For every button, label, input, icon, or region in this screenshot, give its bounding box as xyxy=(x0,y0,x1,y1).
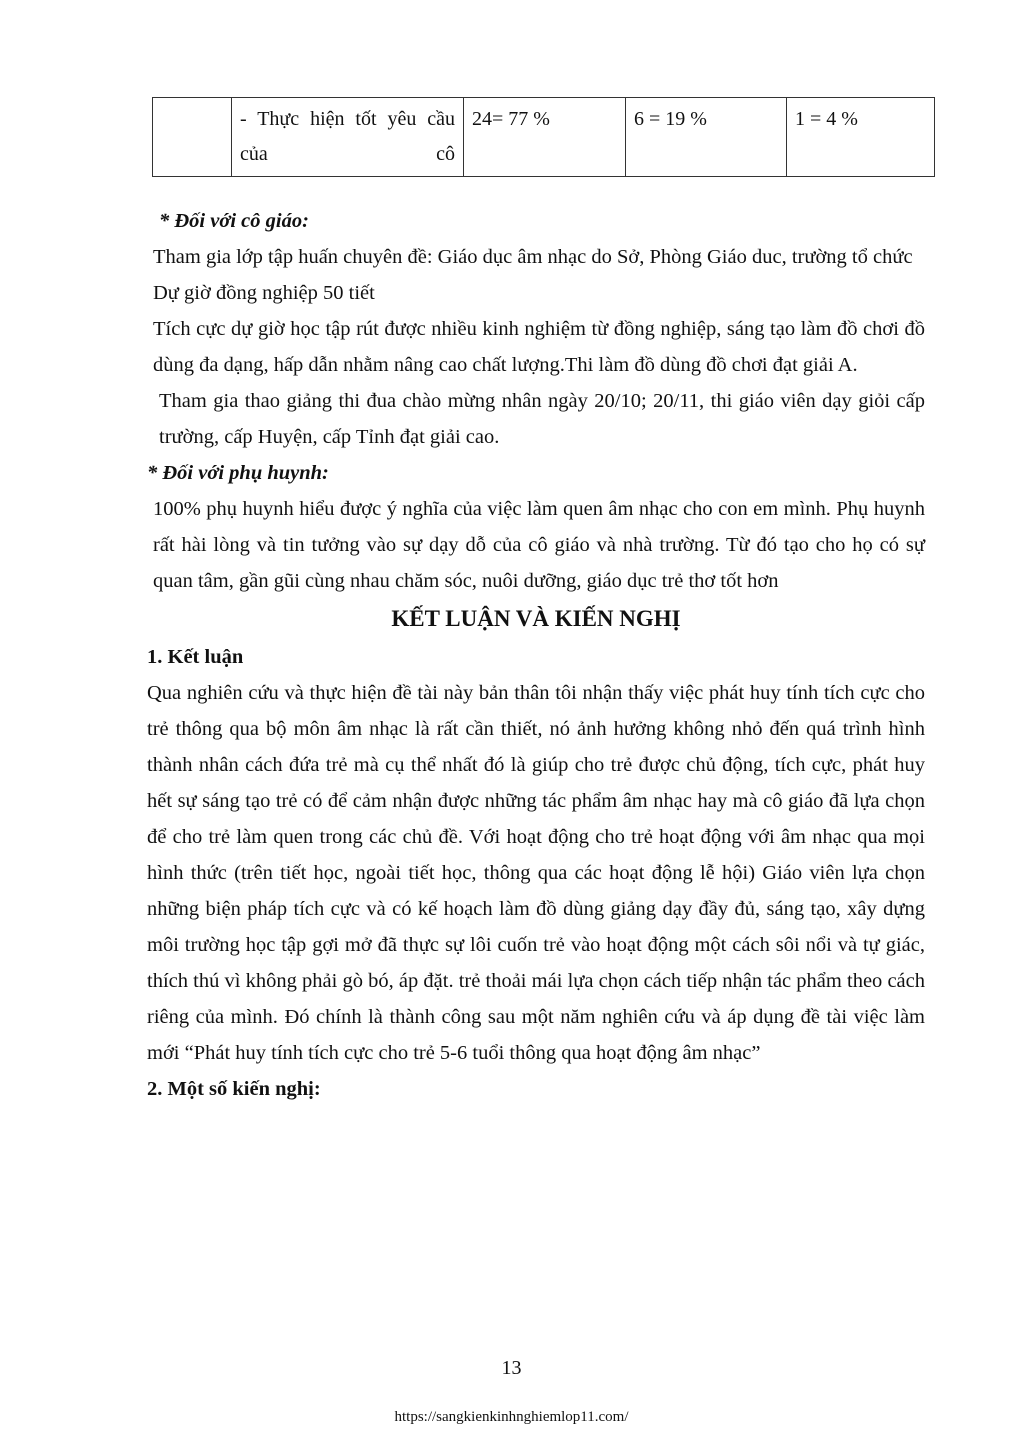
footer-url: https://sangkienkinhnghiemlop11.com/ xyxy=(394,1409,629,1425)
recommendations-heading: 2. Một số kiến nghị: xyxy=(147,1078,321,1100)
body-text xyxy=(147,203,925,1107)
table-cell-criterion: - Thực hiện tốt yêu cầu của cô xyxy=(232,98,464,177)
parents-heading: * Đối với phụ huynh: xyxy=(147,462,329,484)
teacher-paragraph-4: Tham gia thao giảng thi đua chào mừng nhân ngày 20/10; 20/11, thi giáo viên dạy giỏi cấp trường, cấp Huyện, cấp Tỉnh đạt giải cao. xyxy=(159,390,925,448)
table-cell-empty xyxy=(153,98,232,177)
table-row xyxy=(153,98,935,177)
conclusion-paragraph: Qua nghiên cứu và thực hiện đề tài này bản thân tôi nhận thấy việc phát huy tính tích cực cho trẻ thông qua bộ môn âm nhạc là rất cần thiết, nó ảnh hưởng không nhỏ đến quá trình hình thành nhân cách đứa trẻ mà cụ thể nhất đó là giúp cho trẻ được chủ động, tích cực, phát huy hết sự sáng tạo trẻ có để cảm nhận được những tác phẩm âm nhạc hay mà cô giáo đã lựa chọn để cho trẻ làm quen trong các chủ đề. Với hoạt động cho trẻ hoạt động với âm nhạc qua mọi hình thức (trên tiết học, ngoài tiết học, thông qua các hoạt động lễ hội) Giáo viên lựa chọn những biện pháp tích cực và có kế hoạch làm đồ dùng giảng dạy đầy đủ, sáng tạo, xây dựng môi trường học tập gợi mở đã thực sự lôi cuốn trẻ vào hoạt động một cách sôi nổi và tự giác, thích thú vì không phải gò bó, áp đặt. trẻ thoải mái lựa chọn cách tiếp nhận tác phẩm theo cách riêng của mình. Đó chính là thành công sau một năm nghiên cứu và áp dụng đề tài việc làm mới “Phát huy tính tích cực cho trẻ 5-6 tuổi thông qua hoạt động âm nhạc” xyxy=(147,682,925,1064)
conclusion-heading: 1. Kết luận xyxy=(147,646,244,668)
results-table xyxy=(152,97,935,177)
teacher-paragraph-2: Dự giờ đồng nghiệp 50 tiết xyxy=(153,282,375,304)
teacher-paragraph-3: Tích cực dự giờ học tập rút được nhiều kinh nghiệm từ đồng nghiệp, sáng tạo làm đồ chơi đồ dùng đa dạng, hấp dẫn nhằm nâng cao chất lượng.Thi làm đồ dùng đồ chơi đạt giải A. xyxy=(153,318,925,376)
parents-paragraph: 100% phụ huynh hiểu được ý nghĩa của việc làm quen âm nhạc cho con em mình. Phụ huynh rất hài lòng và tin tưởng vào sự dạy dỗ của cô giáo và nhà trường. Từ đó tạo cho họ có sự quan tâm, gần gũi cùng nhau chăm sóc, nuôi dưỡng, giáo dục trẻ thơ tốt hơn xyxy=(153,498,925,592)
table-cell-weak: 1 = 4 % xyxy=(787,98,935,177)
page-number: 13 xyxy=(501,1357,522,1379)
table-cell-fair: 6 = 19 % xyxy=(626,98,787,177)
teacher-heading: * Đối với cô giáo: xyxy=(159,210,309,232)
teacher-paragraph-1: Tham gia lớp tập huấn chuyên đề: Giáo dục âm nhạc do Sở, Phòng Giáo duc, trường tổ chức xyxy=(153,246,913,268)
table-cell-good: 24= 77 % xyxy=(464,98,626,177)
section-title: KẾT LUẬN VÀ KIẾN NGHỊ xyxy=(391,606,681,631)
